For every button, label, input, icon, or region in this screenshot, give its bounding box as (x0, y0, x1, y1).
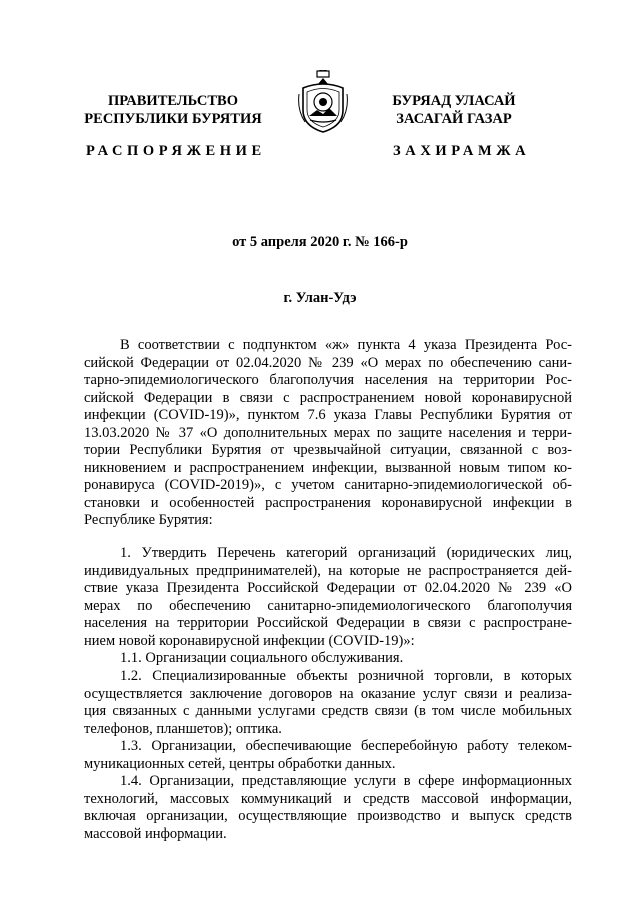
text-line: тарно-эпидемиологического благополучия населения на территории Рос- (84, 372, 572, 388)
item-1-4-paragraph (84, 773, 572, 843)
text-line: ствие указа Президента Российской Федерации от 02.04.2020 № 239 «О (84, 580, 572, 596)
doc-type-left: РАСПОРЯЖЕНИЕ (86, 143, 266, 159)
text-line: 1. Утвердить Перечень категорий организаций (юридических лиц, (120, 545, 572, 561)
header-left-line2: РЕСПУБЛИКИ БУРЯТИЯ (84, 111, 262, 127)
header-left (78, 92, 268, 128)
text-line: технологий, массовых коммуникаций и средств массовой информации, (84, 790, 572, 807)
text-line: ция связанных с данными услугами средств связи (в том числе мобильных (84, 703, 572, 719)
header-right (374, 92, 534, 128)
item-1-3-paragraph (84, 738, 572, 773)
preamble-paragraph (84, 337, 572, 530)
item-1-2-paragraph (84, 668, 572, 738)
text-line: никновением и распространением инфекции, вызванной новым типом ко- (84, 459, 572, 476)
text-line: массовой информации. (84, 825, 227, 842)
text-line: 1.4. Организации, представляющие услуги в сфере информационных (120, 773, 572, 789)
item-1-1-paragraph (84, 650, 572, 668)
text-line: нием новой коронавирусной инфекции (COVID-19)»: (84, 632, 415, 649)
text-line: осуществляется заключение договоров на оказание услуг связи и реализа- (84, 685, 572, 702)
doc-type-right: ЗАХИРАМЖА (393, 143, 531, 159)
text-line: 1.3. Организации, обеспечивающие бесперебойную работу телеком- (120, 738, 572, 754)
text-line: Республике Бурятия: (84, 512, 213, 528)
city: г. Улан-Удэ (283, 290, 357, 306)
text-line: становки и особенностей распространения коронавирусной инфекции в (84, 494, 572, 511)
emblem (297, 70, 349, 136)
text-line: включая организации, осуществляющие производство и выпуск средств (84, 808, 572, 824)
header-right-line2: ЗАСАГАЙ ГАЗАР (396, 111, 512, 127)
header-right-line1: БУРЯАД УЛАСАЙ (392, 93, 516, 109)
header-left-line1: ПРАВИТЕЛЬСТВО (108, 93, 238, 109)
text-line: населения на территории Российской Федерации в связи с распростране- (84, 615, 572, 631)
text-line: инфекции (COVID-19)», пунктом 7.6 указа Главы Республики Бурятия от (84, 407, 572, 423)
text-line: 13.03.2020 № 37 «О дополнительных мерах по защите населения и терри- (84, 424, 572, 441)
date-line: от 5 апреля 2020 г. № 166-р (232, 234, 408, 250)
item-1-paragraph (84, 545, 572, 650)
text-line: сийской Федерации в связи с распространением новой коронавирусной (84, 389, 572, 406)
text-line: сийской Федерации от 02.04.2020 № 239 «О мерах по обеспечению сани- (84, 354, 572, 371)
text-line: 1.2. Специализированные объекты розничной торговли, в которых (120, 668, 572, 684)
text-line: индивидуальных предпринимателей), на которые не распространяется дей- (84, 562, 572, 579)
coat-of-arms-icon (297, 70, 349, 136)
text-line: мерах по обеспечению санитарно-эпидемиологического благополучия (84, 597, 572, 614)
text-line: ронавируса (COVID-2019)», с учетом санитарно-эпидемиологической об- (84, 477, 572, 493)
text-line: тории Республики Бурятия от чрезвычайной ситуации, связанной с воз- (84, 442, 572, 458)
text-line: 1.1. Организации социального обслуживания. (120, 650, 404, 666)
text-line: телефонов, планшетов); оптика. (84, 720, 282, 737)
text-line: В соответствии с подпунктом «ж» пункта 4 указа Президента Рос- (120, 337, 572, 353)
text-line: муникационных сетей, центры обработки данных. (84, 755, 396, 772)
